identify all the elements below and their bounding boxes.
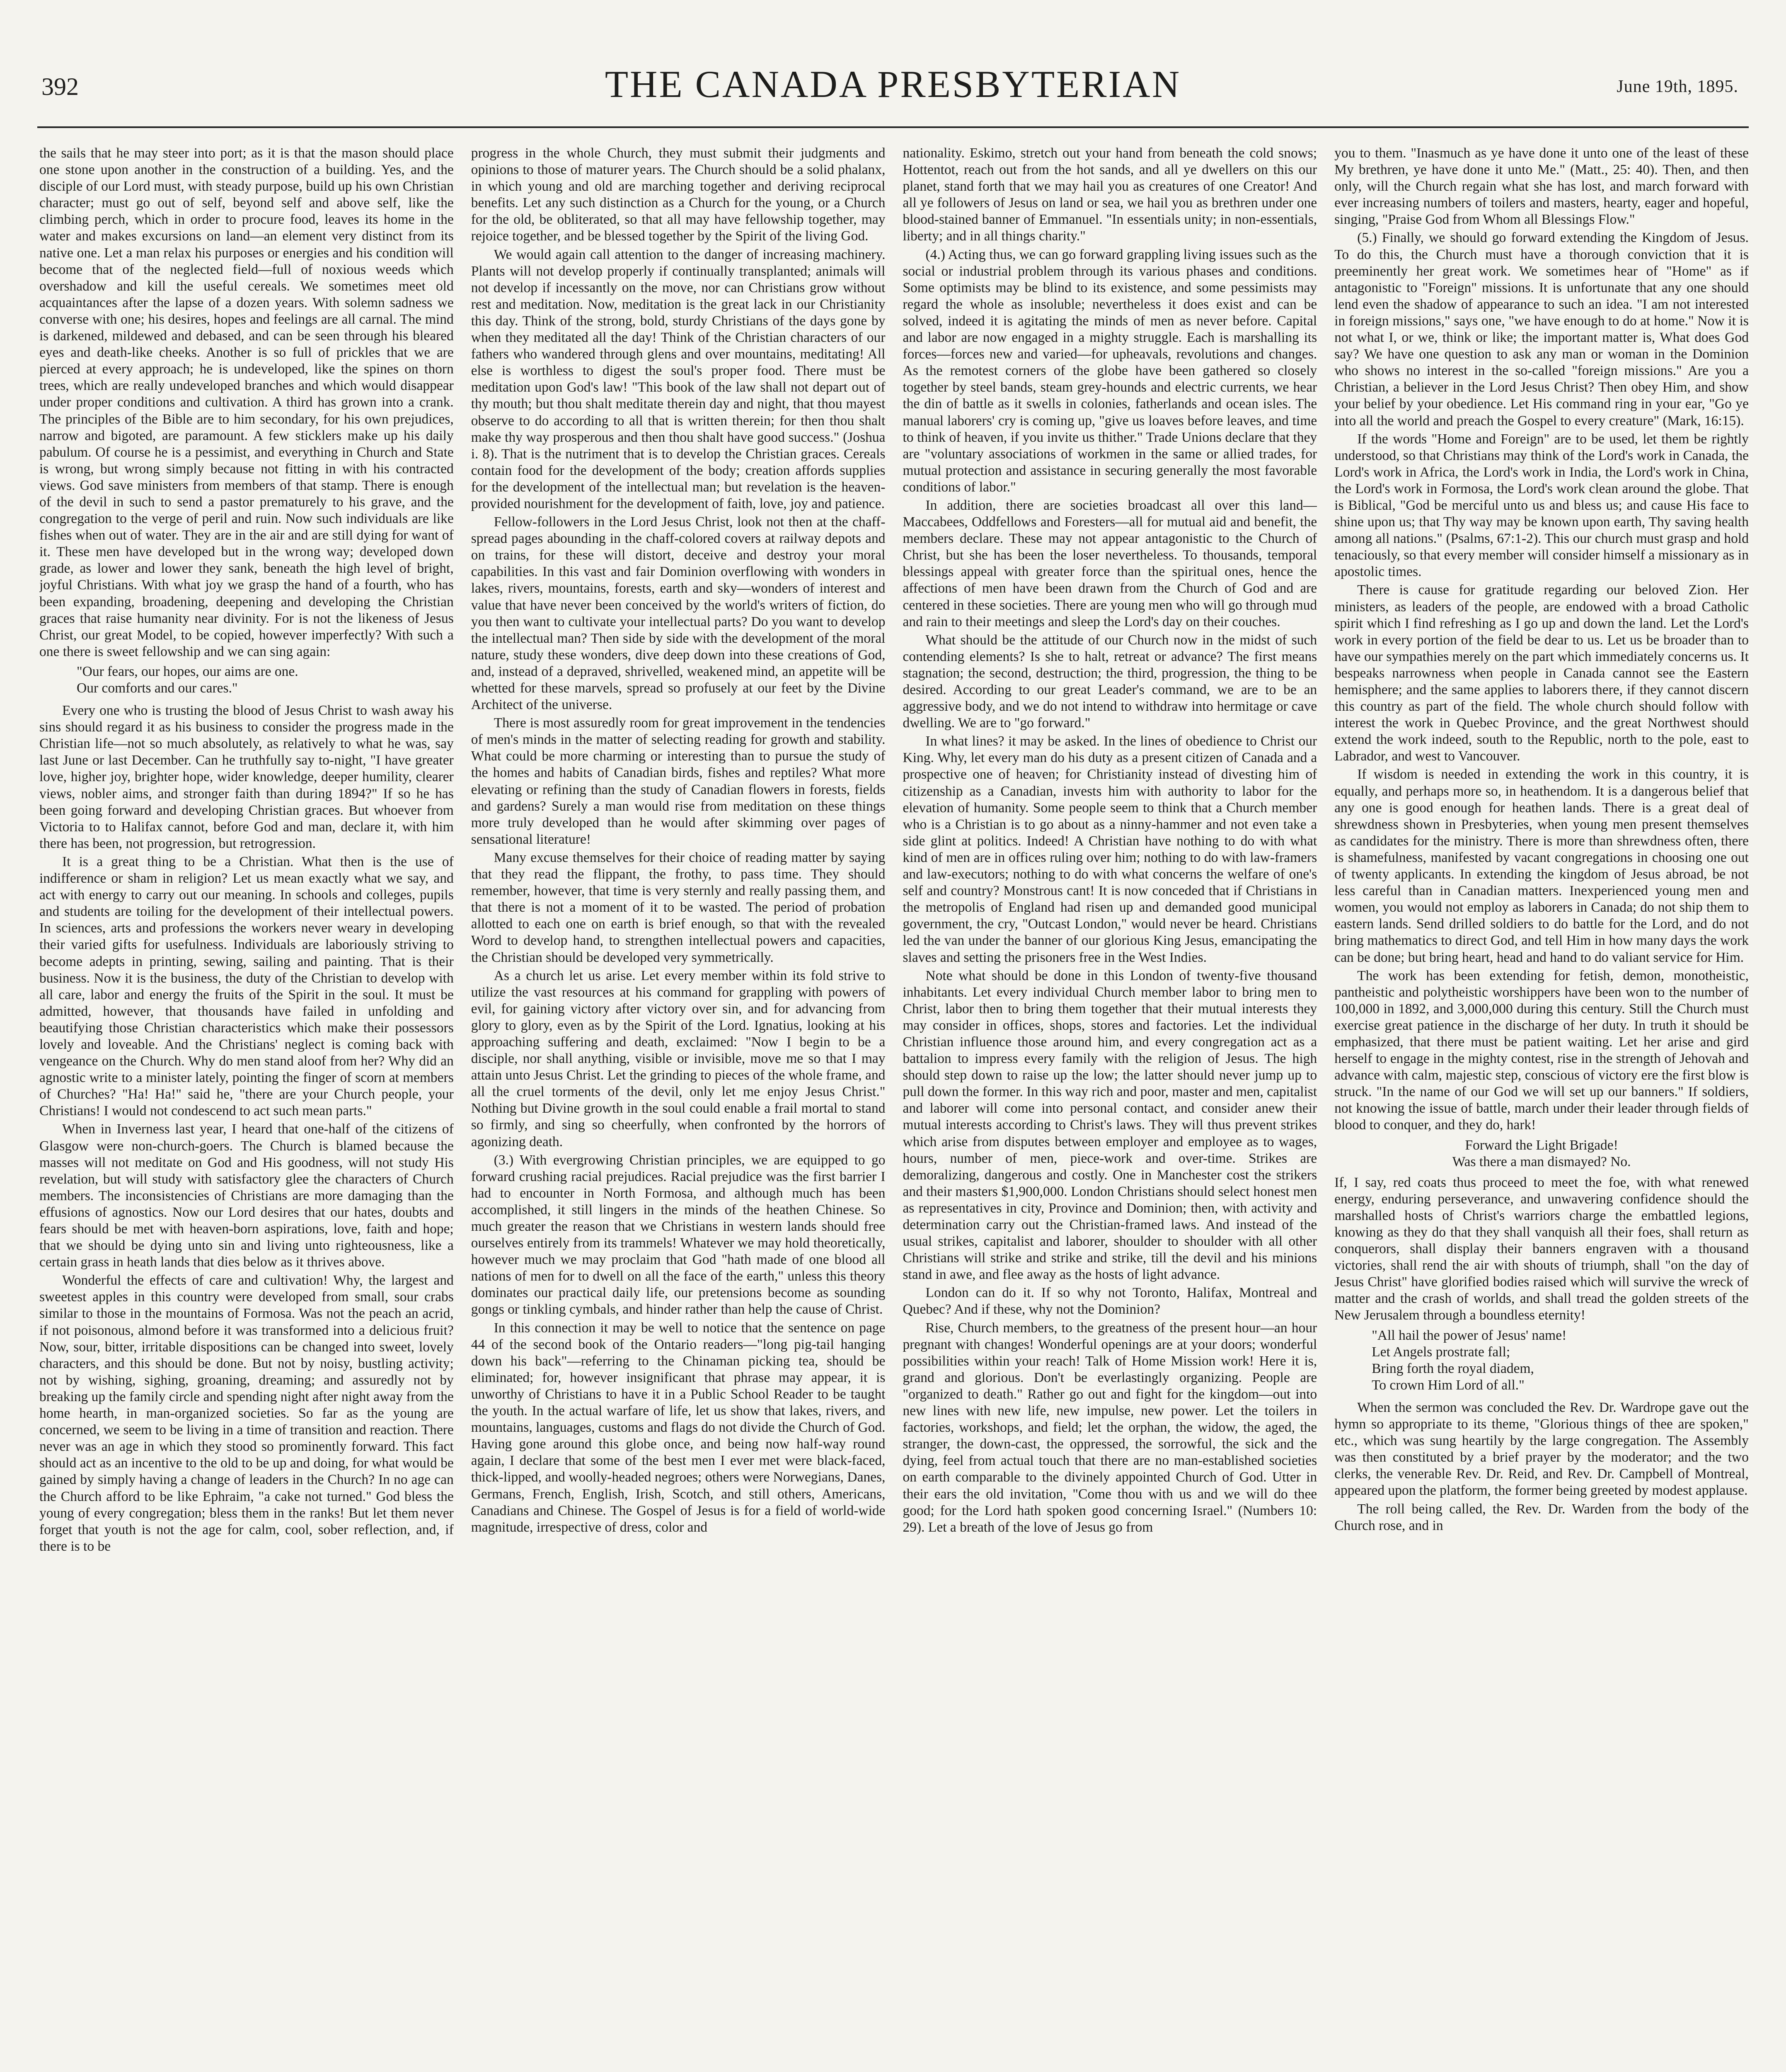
paragraph: If wisdom is needed in extending the work in this country, it is equally, and perhaps more so, in heathendom. It is a dangerous belief that any one is good enough for heathen lands. There is a great deal of shrewdness shown in Presbyteries, when young men present themselves as candidates for the ministry. There is more than shrewdness often, there is shamefulness, manifested by vacant congregations in choosing one out of twenty applicants. In extending the kingdom of Jesus abroad, be not less careful than in Canadian matters. Inexperienced young men and women, you would not employ as laborers in Canada; do not ship them to eastern lands. Send drilled soldiers to do battle for the Lord, and do not bring mathematics to direct God, and tell Him in how many days the work can be done; but bring heart, head and hand to do valiant service for Him.: [1334, 767, 1749, 965]
paragraph: Wonderful the effects of care and cultivation! Why, the largest and sweetest apples in this country were developed from small, sour crabs similar to those in the mountains of Formosa. Was not the peach an acrid, if not poisonous, almond before it was transformed into a delicious fruit? Now, sour, bitter, irritable dispositions can be changed into sweet, lovely characters, and this should be done. But not by noisy, bustling activity; not by wishing, sighing, groaning, dreaming; and assuredly not by breaking up the family circle and spending night after night away from the home hearth, in man-organized societies. So far as the young are concerned, we seem to be living in a time of transition and reaction. There never was an age in which they stood so prominently forward. This fact should act as an incentive to the old to be up and doing, for what would be gained by simply having a change of leaders in the Church? In no age can the Church afford to be like Ephraim, "a cake not turned." God bless the young of every congregation; bless them in the ranks! But let them never forget that youth is not the age for calm, cool, sober reflection, and, if there is to be: [39, 1273, 454, 1554]
paragraph: It is a great thing to be a Christian. What then is the use of indifference or sham in religion? Let us mean exactly what we say, and act with energy to carry out our meaning. In schools and colleges, pupils and students are toiling for the development of their intellectual powers. In sciences, arts and professions the workers never weary in developing their varied gifts for usefulness. Individuals are laboriously striving to become adepts in printing, sewing, sailing and painting. That is their business. Now it is the business, the duty of the Christian to develop with all care, labor and energy the fruits of the Spirit in the soul. It must be admitted, however, that thousands have failed in unfolding and beautifying those Christian characteristics which make their possessors lovely and loveable. And the Christians' neglect is coming back with vengeance on the Church. Why do men stand aloof from her? Why did an agnostic write to a minister lately, pointing the finger of scorn at members of Churches? "Ha! Ha!" said he, "there are your Church people, your Christians! I would not condescend to act such mean parts.": [39, 854, 454, 1119]
issue-date: June 19th, 1895.: [1617, 77, 1738, 96]
quoted-couplet: [1334, 1137, 1749, 1170]
paragraph: As a church let us arise. Let every member within its fold strive to utilize the vast resources at his command for grappling with powers of evil, for gaining victory after victory over sin, and for advancing from glory to glory, even as by the Spirit of the Lord. Ignatius, looking at his approaching suffering and death, exclaimed: "Now I begin to be a disciple, nor shall anything, visible or invisible, move me so that I may attain unto Jesus Christ. Let the grinding to pieces of the whole frame, and all the cruel torments of the devil, only let me enjoy Jesus Christ." Nothing but Divine growth in the soul could enable a frail mortal to stand so firmly, and sing so cheerfully, when confronted by the horrors of agonizing death.: [471, 968, 886, 1150]
page-header: [0, 0, 1786, 124]
page-number: 392: [41, 73, 79, 100]
masthead-title: THE CANADA PRESBYTERIAN: [605, 63, 1181, 105]
paragraph: The work has been extending for fetish, demon, monotheistic, pantheistic and polytheistic worshippers have been won to the number of 100,000 in 1892, and 3,000,000 during this century. Still the Church must exercise great patience in the discharge of her duty. In truth it should be emphasized, that there must be patient waiting. Let her arise and gird herself to engage in the mighty contest, rise in the strength of Jehovah and advance with calm, majestic step, conscious of victory ere the first blow is struck. "In the name of our God we will set up our banners." If soldiers, not knowing the issue of battle, march under their leader through fields of blood to conquer, and they do, hark!: [1334, 968, 1749, 1133]
paragraph: progress in the whole Church, they must submit their judgments and opinions to those of maturer years. The Church should be a solid phalanx, in which young and old are marching together and deriving reciprocal benefits. Let any such distinction as a Church for the young, or a Church for the old, be obliterated, so that all may have fellowship together, may rejoice together, and be blessed together by the Spirit of the living God.: [471, 145, 886, 244]
verse-line: Our comforts and our cares.": [77, 680, 238, 696]
paragraph: (5.) Finally, we should go forward extending the Kingdom of Jesus. To do this, the Church must have a thorough conviction that it is preeminently her great work. We sometimes hear of "Home" as if antagonistic to "Foreign" missions. It is unfortunate that any one should lend even the shadow of appearance to such an idea. "I am not interested in foreign missions," says one, "we have enough to do at home." Now it is not what I, or we, think or like; the important matter is, What does God say? We have one question to ask any man or woman in the Dominion who shows no interest in the so-called "foreign missions." Are you a Christian, a believer in the Lord Jesus Christ? Then obey Him, and show your belief by your obedience. Let His command ring in your ear, "Go ye into all the world and preach the Gospel to every creature" (Mark, 16:15).: [1334, 230, 1749, 428]
paragraph: Fellow-followers in the Lord Jesus Christ, look not then at the chaff-spread pages abounding in the chaff-colored covers at railway depots and on trains, for these will distort, deceive and destroy your moral capabilities. In this vast and fair Dominion overflowing with wonders in lakes, rivers, mountains, forests, earth and sky—wonders of interest and value that have never been conceived by the world's writers of fiction, do you then want to cultivate your intellectual parts? Do you want to develop the intellectual man? Then side by side with the development of the moral nature, study these wonders, dive deep down into these creations of God, and, instead of a depraved, shrivelled, weakened mind, an appetite will be whetted for these marvels, spread so profusely at our feet by the Divine Architect of the universe.: [471, 514, 886, 713]
paragraph: What should be the attitude of our Church now in the midst of such contending elements? Is she to halt, retreat or advance? The first means stagnation; the second, destruction; the third, progression, the thing to be desired. According to our great Leader's command, we are to be an aggressive body, and we do not intend to withdraw into hermitage or cave dwelling. We are to "go forward.": [903, 632, 1317, 731]
paragraph: Every one who is trusting the blood of Jesus Christ to wash away his sins should regard it as his business to consider the progress made in the Christian life—not so much absolutely, as relatively to what he was, say last June or last December. Can he truthfully say to-night, "I have greater love, higher joy, brighter hope, wider knowledge, deeper humility, clearer views, nobler aims, and stronger faith than during 1894?" If so he has been going forward and developing Christian graces. But whoever from Victoria to to Halifax cannot, before God and man, declare it, with him there has been, not progression, but retrogression.: [39, 703, 454, 851]
paragraph: There is most assuredly room for great improvement in the tendencies of men's minds in the matter of selecting reading for growth and stability. What could be more charming or interesting than to pursue the study of the homes and habits of Canadian birds, fishes and reptiles? What more elevating or refining than the study of Canadian flowers in forests, fields and gardens? Surely a man would rise from meditation on these things more truly developed than he would after skimming over pages of sensational literature!: [471, 715, 886, 847]
paragraph: When in Inverness last year, I heard that one-half of the citizens of Glasgow were non-church-goers. The Church is blamed because the masses will not meditate on God and His goodness, will not study His revelation, but will study with satisfactory glee the characters of Church members. The inconsistencies of Christians are more damaging than the effusions of agnostics. Now our Lord desires that our hates, doubts and fears should be met with heaven-born aspirations, love, faith and hope; that we should be dying unto sin and living unto righteousness, like a certain grass in heath lands that dies below as it thrives above.: [39, 1121, 454, 1270]
paragraph: London can do it. If so why not Toronto, Halifax, Montreal and Quebec? And if these, why not the Dominion?: [903, 1285, 1317, 1317]
paragraph: (4.) Acting thus, we can go forward grappling living issues such as the social or industrial problem through its various phases and conditions. Some optimists may be blind to its existence, and some pessimists may regard the whole as insoluble; nevertheless it does exist and can be solved, indeed it is agitating the minds of men as never before. Capital and labor are now engaged in a mighty struggle. Each is marshalling its forces—forces new and varied—for upheavals, revolutions and changes. As the remotest corners of the globe have been gathered so closely together by steel bands, steam grey-hounds and electric currents, we hear the din of battle as it swells in colonies, fatherlands and ocean isles. The manual laborers' cry is coming up, "give us loaves before leaves, and time to think of heaven, if you invite us thither." Trade Unions declare that they are "voluntary associations of workmen in the same or allied trades, for mutual protection and assistance in securing generally the most favorable conditions of labor.": [903, 247, 1317, 495]
paragraph: Rise, Church members, to the greatness of the present hour—an hour pregnant with changes! Wonderful openings are at your doors; wonderful possibilities within your reach! Talk of Home Mission work! Here it is, grand and glorious. Don't be everlastingly organizing. People are "organized to death." Rather go out and fight for the kingdom—out into new lines with new life, new impulse, new power. Let the toilers in factories, workshops, and field; let the orphan, the widow, the aged, the stranger, the down-cast, the oppressed, the sorrowful, the sick and the dying, feel from actual touch that there are no man-established societies on earth comparable to the divinely appointed Church of God. Utter in their ears the old invitation, "Come thou with us and we will do thee good; for the Lord hath spoken good concerning Israel." (Numbers 10: 29). Let a breath of the love of Jesus go from: [903, 1320, 1317, 1535]
header-rule: [37, 126, 1749, 128]
paragraph: Note what should be done in this London of twenty-five thousand inhabitants. Let every individual Church member labor to bring men to Christ, labor then to bring them together that their mutual interests they may consider in offices, shops, stores and factories. Let the individual Christian influence those around him, and every congregation act as a battalion to impress every family with the religion of Jesus. The high should step down to raise up the low; the latter should never jump up to pull down the former. In this way rich and poor, master and men, capitalist and laborer will come into personal contact, and consider anew their mutual interests according to Christ's laws. They will thus prevent strikes which arise from disputes between employer and employee as to wages, hours, number of men, piece-work and over-time. Strikes are demoralizing, dangerous and costly. One in Manchester cost the strikers and their masters $1,900,000. London Christians should select honest men as representatives in city, Province and Dominion; then, with activity and determination carry out the Christian-framed laws. And instead of the usual strikes, capitalist and laborer, shoulder to shoulder with all other Christians will strike and strike and strike, till the devil and his minions stand in awe, and flee away as the hosts of light advance.: [903, 968, 1317, 1283]
paragraph: the sails that he may steer into port; as it is that the mason should place one stone upon another in the construction of a building. Yes, and the disciple of our Lord must, with steady purpose, build up his own Christian character; must go out of self, beyond self and above self, like the climbing perch, which in order to procure food, leaves its home in the water and makes excursions on land—an element very distinct from its native one. Let a man relax his purposes or energies and his condition will become that of the neglected field—full of noxious weeds which overshadow and kill the useful cereals. We sometimes meet old acquaintances after the lapse of a dozen years. With solemn sadness we converse with one; his desires, hopes and feelings are all carnal. The mind is darkened, mildewed and debased, and can be seen through his bleared eyes and death-like cheeks. Another is so full of prickles that we are pierced at every approach; he is undeveloped, like the spines on thorn trees, which are really undeveloped branches and which would disappear under proper conditions and cultivation. A third has grown into a crank. The principles of the Bible are to him secondary, for his own prejudices, narrow and bigoted, are paramount. A few sticklers make up his daily pabulum. Of course he is a pessimist, and everything in Church and State is wrong, but wrong simply because not fitting in with his contracted views. God save ministers from members of that stamp. There is enough of the devil in such to send a pastor prematurely to his grave, and the congregation to the verge of peril and ruin. Now such individuals are like fishes when out of water. They are in the air and are still dying for want of it. These men have developed but in the wrong way; developed down grade, as lower and lower they sank, beneath the high level of bright, joyful Christians. With what joy we grasp the hand of a fourth, who has been expanding, broadening, deepening and developing the Christian graces that raise humanity near divinity. For is not the likeness of Jesus Christ, our great Model, to be copied, however imperfectly? With such a one there is sweet fellowship and we can sing again:: [39, 145, 454, 659]
column-4: [1334, 145, 1749, 2072]
paragraph: In what lines? it may be asked. In the lines of obedience to Christ our King. Why, let every man do his duty as a present citizen of Canada and a prospective one of heaven; for Christianity instead of divesting him of citizenship as a Canadian, invests him with authority to labor for the elevation of humanity. Some people seem to think that a Church member who is a Christian is to go about as a ninny-hammer and not even take a side glint at politics. Indeed! A Christian have nothing to do with what kind of men are in offices ruling over him; nothing to do with law-framers and law-executors; nothing to do with what concerns the welfare of one's self and country? Monstrous cant! It is now conceded that if Christians in the metropolis of England had risen up and demanded good municipal government, the cry, "Outcast London," would never be heard. Christians led the van under the banner of our glorious King Jesus, emancipating the slaves and setting the prisoners free in the West Indies.: [903, 733, 1317, 965]
paragraph: you to them. "Inasmuch as ye have done it unto one of the least of these My brethren, ye have done it unto Me." (Matt., 25: 40). Then, and then only, will the Church regain what she has lost, and march forward with ever increasing numbers of toilers and masters, hearty, eager and hopeful, singing, "Praise God from Whom all Blessings Flow.": [1334, 145, 1749, 228]
paragraph: (3.) With evergrowing Christian principles, we are equipped to go forward crushing racial prejudices. Racial prejudice was the first barrier I had to encounter in North Formosa, and although much has been accomplished, it still lingers in the minds of the heathen Chinese. So much greater the reason that we Christians in western lands should free ourselves entirely from its trammels! Whatever we may hold theoretically, however much we may proclaim that God "hath made of one blood all nations of men for to dwell on all the face of the earth," unless this theory dominates our practical daily life, our pretensions become as sounding gongs or tinkling cymbals, and hinder rather than help the cause of Christ.: [471, 1152, 886, 1317]
paragraph: In this connection it may be well to notice that the sentence on page 44 of the second book of the Ontario readers—"long pig-tail hanging down his back"—referring to the Chinaman picking tea, should be eliminated; for, however insignificant that phrase may appear, it is unworthy of Christians to have it in a Public School Reader to be taught the youth. In the actual warfare of life, let us show that lakes, rivers, and mountains, languages, customs and flags do not divide the Church of God. Having gone around this globe once, and being now half-way round again, I declare that some of the best men I ever met were black-faced, thick-lipped, and woolly-headed negroes; others were Norwegians, Danes, Germans, French, English, Irish, Scotch, and still others, Americans, Canadians and Chinese. The Gospel of Jesus is for a field of world-wide magnitude, irrespective of dress, color and: [471, 1320, 886, 1535]
verse-line: "Our fears, our hopes, our aims are one.: [77, 663, 298, 679]
column-2: [471, 145, 886, 2072]
couplet-line: Was there a man dismayed? No.: [1452, 1154, 1631, 1169]
column-3: [903, 145, 1317, 2072]
paragraph: The roll being called, the Rev. Dr. Warden from the body of the Church rose, and in: [1334, 1501, 1749, 1533]
paragraph: In addition, there are societies broadcast all over this land—Maccabees, Oddfellows and Foresters—all for mutual aid and benefit, the members declare. These may not appear antagonistic to the Church of Christ, but she has been the loser nevertheless. To thousands, temporal blessings appeal with greater force than the spiritual ones, hence the affections of men have been drawn from the Church of God and are centered in these societies. There are young men who will go through mud and rain to their meetings and sleep the Lord's day on their couches.: [903, 497, 1317, 629]
paragraph: There is cause for gratitude regarding our beloved Zion. Her ministers, as leaders of the people, are endowed with a broad Catholic spirit which I find refreshing as I go up and down the land. Let the Lord's work in every portion of the field be dear to us. Let us be broader than to have our sympathies merely on the part which immediately concerns us. It bespeaks narrowness when people in Canada cannot see the Eastern hemisphere; and the same applies to laborers there, if they cannot discern this country as part of the field. The whole church should follow with interest the work in Quebec Province, and the great Northwest should extend the work indeed, south to the Republic, north to the pole, east to Labrador, and west to Vancouver.: [1334, 582, 1749, 764]
article-columns: [39, 145, 1749, 2072]
paragraph: We would again call attention to the danger of increasing machinery. Plants will not develop properly if continually transplanted; animals will not develop if incessantly on the move, nor can Christians grow without rest and meditation. Now, meditation is the great lack in our Christianity this day. Think of the strong, bold, sturdy Christians of the days gone by when they meditated all the day! Think of the Christian characters of our fathers who wandered through glens and over mountains, meditating! All else is worthless to digest the soul's proper food. There must be meditation upon God's law! "This book of the law shall not depart out of thy mouth; but thou shalt meditate therein day and night, that thou mayest observe to do according to all that is written therein; for then thou shalt make thy way prosperous and then thou shalt have good success." (Joshua i. 8). That is the nutriment that is to develop the Christian graces. Cereals contain food for the development of the body; creation affords supplies for the development of the intellectual man; but revelation is the heaven-provided nourishment for the development of faith, love, joy and patience.: [471, 247, 886, 511]
paragraph: When the sermon was concluded the Rev. Dr. Wardrope gave out the hymn so appropriate to its theme, "Glorious things of thee are spoken," etc., which was sung heartily by the large congregation. The Assembly was then constituted by a brief prayer by the moderator; and the two clerks, the venerable Rev. Dr. Reid, and Rev. Dr. Campbell of Montreal, appeared upon the platform, the former being greeted by modest applause.: [1334, 1399, 1749, 1498]
column-1: [39, 145, 454, 2072]
hymn-verse: [1372, 1327, 1749, 1394]
verse-line: "All hail the power of Jesus' name!: [1372, 1327, 1567, 1343]
paragraph: If, I say, red coats thus proceed to meet the foe, with what renewed energy, enduring perseverance, and unwavering confidence should the marshalled hosts of Christ's warriors charge the embattled legions, knowing as they do that they shall vanquish all their foes, shall return as conquerors, shall display their banners engraven with a thousand victories, shall rend the air with shouts of triumph, shall "on the day of Jesus Christ" have glorified bodies raised which will survive the wreck of matter and the crash of worlds, and shall tread the golden streets of the New Jerusalem through a boundless eternity!: [1334, 1174, 1749, 1323]
couplet-line: Forward the Light Brigade!: [1465, 1137, 1618, 1153]
verse-quote: [77, 663, 454, 697]
paragraph: Many excuse themselves for their choice of reading matter by saying that they read the flippant, the frothy, to pass time. They should remember, however, that time is very sternly and really passing them, and that there is not a moment of it to be wasted. The period of probation allotted to each one on earth is brief enough, so that with the revealed Word to develop hand, to strengthen intellectual powers and capacities, the Christian should be developed very symmetrically.: [471, 850, 886, 965]
verse-line: Bring forth the royal diadem,: [1372, 1360, 1534, 1376]
verse-line: Let Angels prostrate fall;: [1372, 1344, 1510, 1360]
paragraph: If the words "Home and Foreign" are to be used, let them be rightly understood, so that Christians may think of the Lord's work in Canada, the Lord's work in Africa, the Lord's work in India, the Lord's work in China, the Lord's work in Formosa, the Lord's work clean around the globe. That is Biblical, "God be merciful unto us and bless us; and cause His face to shine upon us; that Thy way may be known upon earth, Thy saving health among all nations." (Psalms, 67:1-2). This our church must grasp and hold tenaciously, so that every member will consider himself a missionary as in apostolic times.: [1334, 431, 1749, 580]
verse-line: To crown Him Lord of all.": [1372, 1377, 1525, 1393]
paragraph: nationality. Eskimo, stretch out your hand from beneath the cold snows; Hottentot, reach out from the hot sands, and all ye dwellers on this our planet, stand forth that we may hail you as creatures of one Creator! And all ye followers of Jesus on land or sea, we hail you as brethren under one blood-stained banner of Emmanuel. "In essentials unity; in non-essentials, liberty; and in all things charity.": [903, 145, 1317, 244]
